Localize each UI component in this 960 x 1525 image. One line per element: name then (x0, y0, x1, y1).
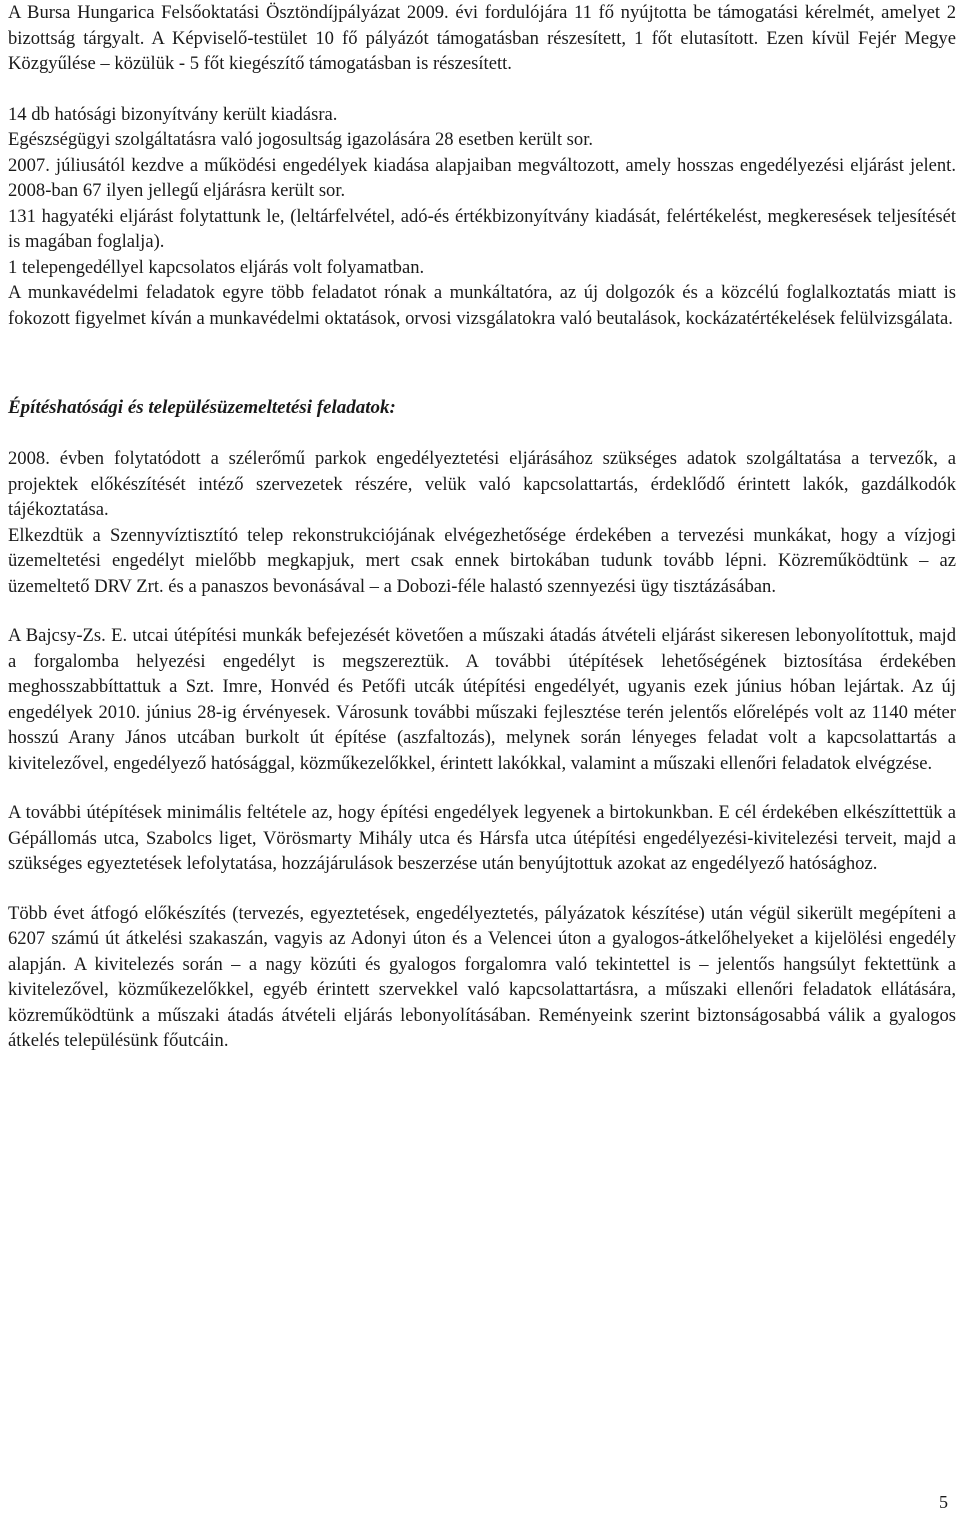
section-heading: Építéshatósági és településüzemeltetési feladatok: (8, 397, 396, 418)
document-page (8, 0, 956, 1054)
road-planning-section (8, 800, 956, 877)
wastewater-plant-paragraph: Elkezdtük a Szennyvíztisztító telep rekonstrukciójának elvégezhetősége érdekében a tervezési munkákat, hogy a vízjogi üzemeltetési engedélyt mielőbb megkapjuk, mert csak ennek birtokában tudunk tovább lépni. Közreműködtünk – az üzemeltető DRV Zrt. és a panaszos bevonásával – a Dobozi-féle halastó szennyezési ügy tisztázásában. (8, 524, 956, 597)
pedestrian-crossing-paragraph: Több évet átfogó előkészítés (tervezés, egyeztetések, engedélyeztetés, pályázatok készítése) után végül sikerült megépíteni a 6207 számú út átkelési szakaszán, vagyis az Adonyi úton és a Velencei úton a gyalogos-átkelőhelyeket a kijelölési engedély alapján. A kivitelezés során – a nagy közúti és gyalogos forgalomra való tekintettel is – jelentős hangsúlyt fektettünk a kivitelezővel, közműkezelőkkel, egyéb érintett szervekkel való kapcsolattartásra, a műszaki ellenőri feladatok ellátására, közreműködtünk a műszaki átadás átvételi eljárás lebonyolításában. Reményeink szerint biztonságosabbá válik a gyalogos átkelés településünk főutcáin. (8, 902, 956, 1051)
spacer (8, 599, 956, 623)
spacer (8, 877, 956, 901)
spacer (8, 77, 956, 102)
administration-section (8, 102, 956, 332)
construction-authority-section (8, 446, 956, 599)
spacer (8, 421, 956, 446)
spacer (8, 776, 956, 800)
page-number: 5 (939, 1492, 948, 1512)
operating-permits-paragraph: 2007. júliusától kezdve a működési engedélyek kiadása alapjaiban megváltozott, amely hosszas engedélyezési eljárást jelent. 2008-ban 67 ilyen jellegű eljárásra került sor. (8, 154, 956, 201)
probate-paragraph: 131 hagyatéki eljárást folytattunk le, (leltárfelvétel, adó-és értékbizonyítvány kiadását, felértékelést, megkeresések teljesítését is magában foglalja). (8, 205, 956, 252)
road-permits-paragraph: A további útépítések minimális feltétele az, hogy építési engedélyek legyenek a birtokunkban. E cél érdekében elkészíttettük a Gépállomás utca, Szabolcs liget, Vörösmarty Mihály utca és Hársfa utca útépítési engedélyezési-kivitelezési terveit, majd a szükséges egyeztetések lefolytatása, hozzájárulások beszerzése után benyújtottuk azokat az engedélyező hatósághoz. (8, 802, 956, 874)
wind-farm-paragraph: 2008. évben folytatódott a szélerőmű parkok engedélyeztetési eljárásához szükséges adatok szolgáltatása a tervezők, a projektek előkészítését intéző szervezetek részére, velük való kapcsolattartás, érdeklődő érintett lakók, gazdálkodók tájékoztatása. (8, 448, 956, 520)
site-permit-paragraph: 1 telepengedéllyel kapcsolatos eljárás volt folyamatban. (8, 256, 425, 278)
occupational-safety-paragraph: A munkavédelmi feladatok egyre több feladatot rónak a munkáltatóra, az új dolgozók és a közcélú foglalkoztatás miatt is fokozott figyelmet kíván a munkavédelmi oktatások, orvosi vizsgálatokra való beutalások, kockázatértékelések felülvizsgálata. (8, 282, 956, 329)
spacer (8, 331, 956, 395)
pedestrian-crossing-section (8, 901, 956, 1054)
scholarship-section (8, 0, 956, 77)
scholarship-paragraph: A Bursa Hungarica Felsőoktatási Ösztöndíjpályázat 2009. évi fordulójára 11 fő nyújtotta be támogatási kérelmét, amelyet 2 bizottság tárgyalt. A Képviselő-testület 10 fő pályázót támogatásban részesített, 1 főt elutasított. Ezen kívül Fejér Megye Közgyűlése – közülük - 5 főt kiegészítő támogatásban is részesített. (8, 2, 956, 74)
health-eligibility-paragraph: Egészségügyi szolgáltatásra való jogosultság igazolására 28 esetben került sor. (8, 129, 594, 150)
road-construction-paragraph: A Bajcsy-Zs. E. utcai útépítési munkák befejezését követően a műszaki átadás átvételi eljárást sikeresen lebonyolítottuk, majd a forgalomba helyezési engedélyt is megszereztük. A további útépítések lehetőségének biztosítása érdekében meghosszabbíttattuk a Szt. Imre, Honvéd és Petőfi utcák útépítési engedélyét, ugyanis ezek június hóban lejártak. Az új engedélyek 2010. június 28-ig érvényesek. Városunk további műszaki fejlesztése terén jelentős előrelépés volt az 1140 méter hosszú Arany János utcában burkolt út építése (aszfaltozás), melynek során lényeges feladat volt a kapcsolattartás a kivitelezővel, engedélyező hatósággal, közműkezelőkkel, érintett lakókkal, valamint a műszaki ellenőri feladatok elvégzése. (8, 625, 956, 774)
certificates-paragraph: 14 db hatósági bizonyítvány került kiadásra. (8, 103, 338, 125)
road-works-section (8, 623, 956, 776)
